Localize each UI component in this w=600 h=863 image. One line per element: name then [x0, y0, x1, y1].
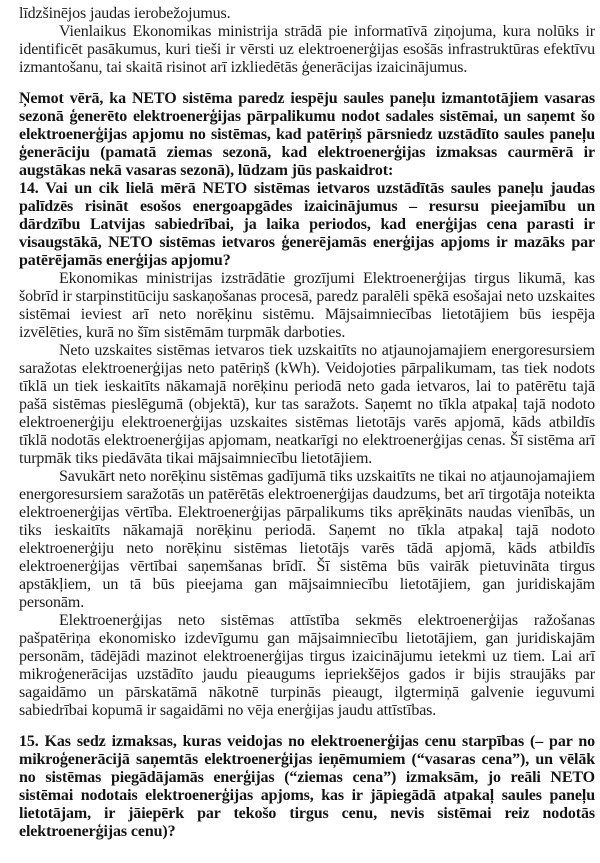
question-15: 15. Kas sedz izmaksas, kuras veidojas no elektroenerģijas cenu starpības (– par no mikroģenerācijā saņemtās elektroenerģijas ieņēmumiem (“vasaras cena”), un vēlāk no sistēmas piegādājamās enerģijas (“ziemas cena”) izmaksām, jo reāli NETO sistēmai nodotais elektroenerģijas apjoms, kas ir jāpiegādā atpakaļ saules paneļu lietotājam, ir jāiepērk par tekošo tirgus cenu, nevis sistēmai reiz nodotās elektroenerģijas cenu)?: [19, 733, 595, 840]
answer-14-paragraph-1: Ekonomikas ministrijas izstrādātie grozījumi Elektroenerģijas tirgus likumā, kas šobrīd ir starpinstitūciju saskaņošanas procesā, paredz paralēli spēkā esošajai neto uzskaites sistēmai ieviest arī neto norēķinu sistēmu. Mājsaimniecības lietotājiem būs iespēja izvēlēties, kurā no šīm sistēmām turpmāk darboties.: [19, 270, 595, 341]
question-14: 14. Vai un cik lielā mērā NETO sistēmas ietvaros uzstādītās saules paneļu jaudas palīdzēs risināt esošos energoapgādes izaicinājumus – resursu pieejamību un dārdzību Latvijas sabiedrībai, ja laika periodos, kad enerģijas cena parasti ir visaugstākā, NETO sistēmas ietvaros ģenerējamās enerģijas apjoms ir mazāks par patērējamās enerģijas apjomu?: [19, 180, 595, 269]
paragraph-continuation: līdzšinējos jaudas ierobežojumus.: [19, 5, 231, 22]
answer-14-paragraph-2: Neto uzskaites sistēmas ietvaros tiek uzskaitīts no atjaunojamajiem energoresursiem saražotas elektroenerģijas neto patēriņš (kWh). Veidojoties pārpalikumam, tas tiek nodots tīklā un tiek ieskaitīts nākamajā norēķinu periodā neto gada ietvaros, lai to patērētu tajā pašā sistēmas pieslēgumā (objektā), kur tas saražots. Saņemt no tīkla atpakaļ tajā nodoto elektroenerģiju elektroenerģijas uzskaites sistēmas lietotājs varēs apjomā, kāds atbildīs tīklā nodotās elektroenerģijas apjomam, neatkarīgi no elektroenerģijas cenas. Šī sistēma arī turpmāk tiks piedāvāta tikai mājsaimniecību lietotājiem.: [19, 342, 595, 467]
paragraph-intro: Vienlaikus Ekonomikas ministrija strādā pie informatīvā ziņojuma, kura nolūks ir identificēt pasākumus, kuri tieši ir vērsti uz elektroenerģijas esošās infrastruktūras efektīvu izmantošanu, tai skaitā risinot arī izkliedētās ģenerācijas izaicinājumus.: [19, 23, 595, 76]
answer-14-paragraph-4: Elektroenerģijas neto sistēmas attīstība sekmēs elektroenerģijas ražošanas pašpatēriņa ekonomisko izdevīgumu gan mājsaimniecību lietotājiem, gan juridiskajām personām, tādējādi mazinot elektroenerģijas tirgus izaicinājumu ietekmi uz tiem. Lai arī mikroģenerācijas uzstādīto jaudu pieaugums iepriekšējos gados ir bijis straujāks par sagaidāmo un pārskatāmā nākotnē turpinās pieaugt, ilgtermiņā galvenie ieguvumi sabiedrībai kopumā ir sagaidāmi no vēja enerģijas jaudu attīstības.: [19, 612, 595, 719]
answer-14-paragraph-3: Savukārt neto norēķinu sistēmas gadījumā tiks uzskaitīts ne tikai no atjaunojamajiem energoresursiem saražotās un patērētās elektroenerģijas daudzums, bet arī tirgotāja noteikta elektroenerģijas vērtība. Elektroenerģijas pārpalikums tiks aprēķināts naudas vienībās, un tiks ieskaitīts nākamajā norēķinu periodā. Saņemt no tīkla atpakaļ tajā nodoto elektroenerģiju neto norēķinu sistēmas lietotājs varēs tādā apjomā, kāds atbildīs elektroenerģijas vērtībai saņemšanas brīdī. Šī sistēma būs vairāk pietuvināta tirgus apstākļiem, un tā būs pieejama gan mājsaimniecību lietotājiem, gan juridiskajām personām.: [19, 468, 595, 611]
paragraph-neto-preamble: Ņemot vērā, ka NETO sistēma paredz iespēju saules paneļu izmantotājiem vasaras sezonā ģenerēto elektroenerģijas pārpalikumu nodot sadales sistēmai, un saņemt šo elektroenerģijas apjomu no sistēmas, kad patēriņš pārsniedz uzstādīto saules paneļu ģenerāciju (pamatā ziemas sezonā, kad elektroenerģijas izmaksas caurmērā ir augstākas nekā vasaras sezonā), lūdzam jūs paskaidrot:: [19, 90, 595, 179]
